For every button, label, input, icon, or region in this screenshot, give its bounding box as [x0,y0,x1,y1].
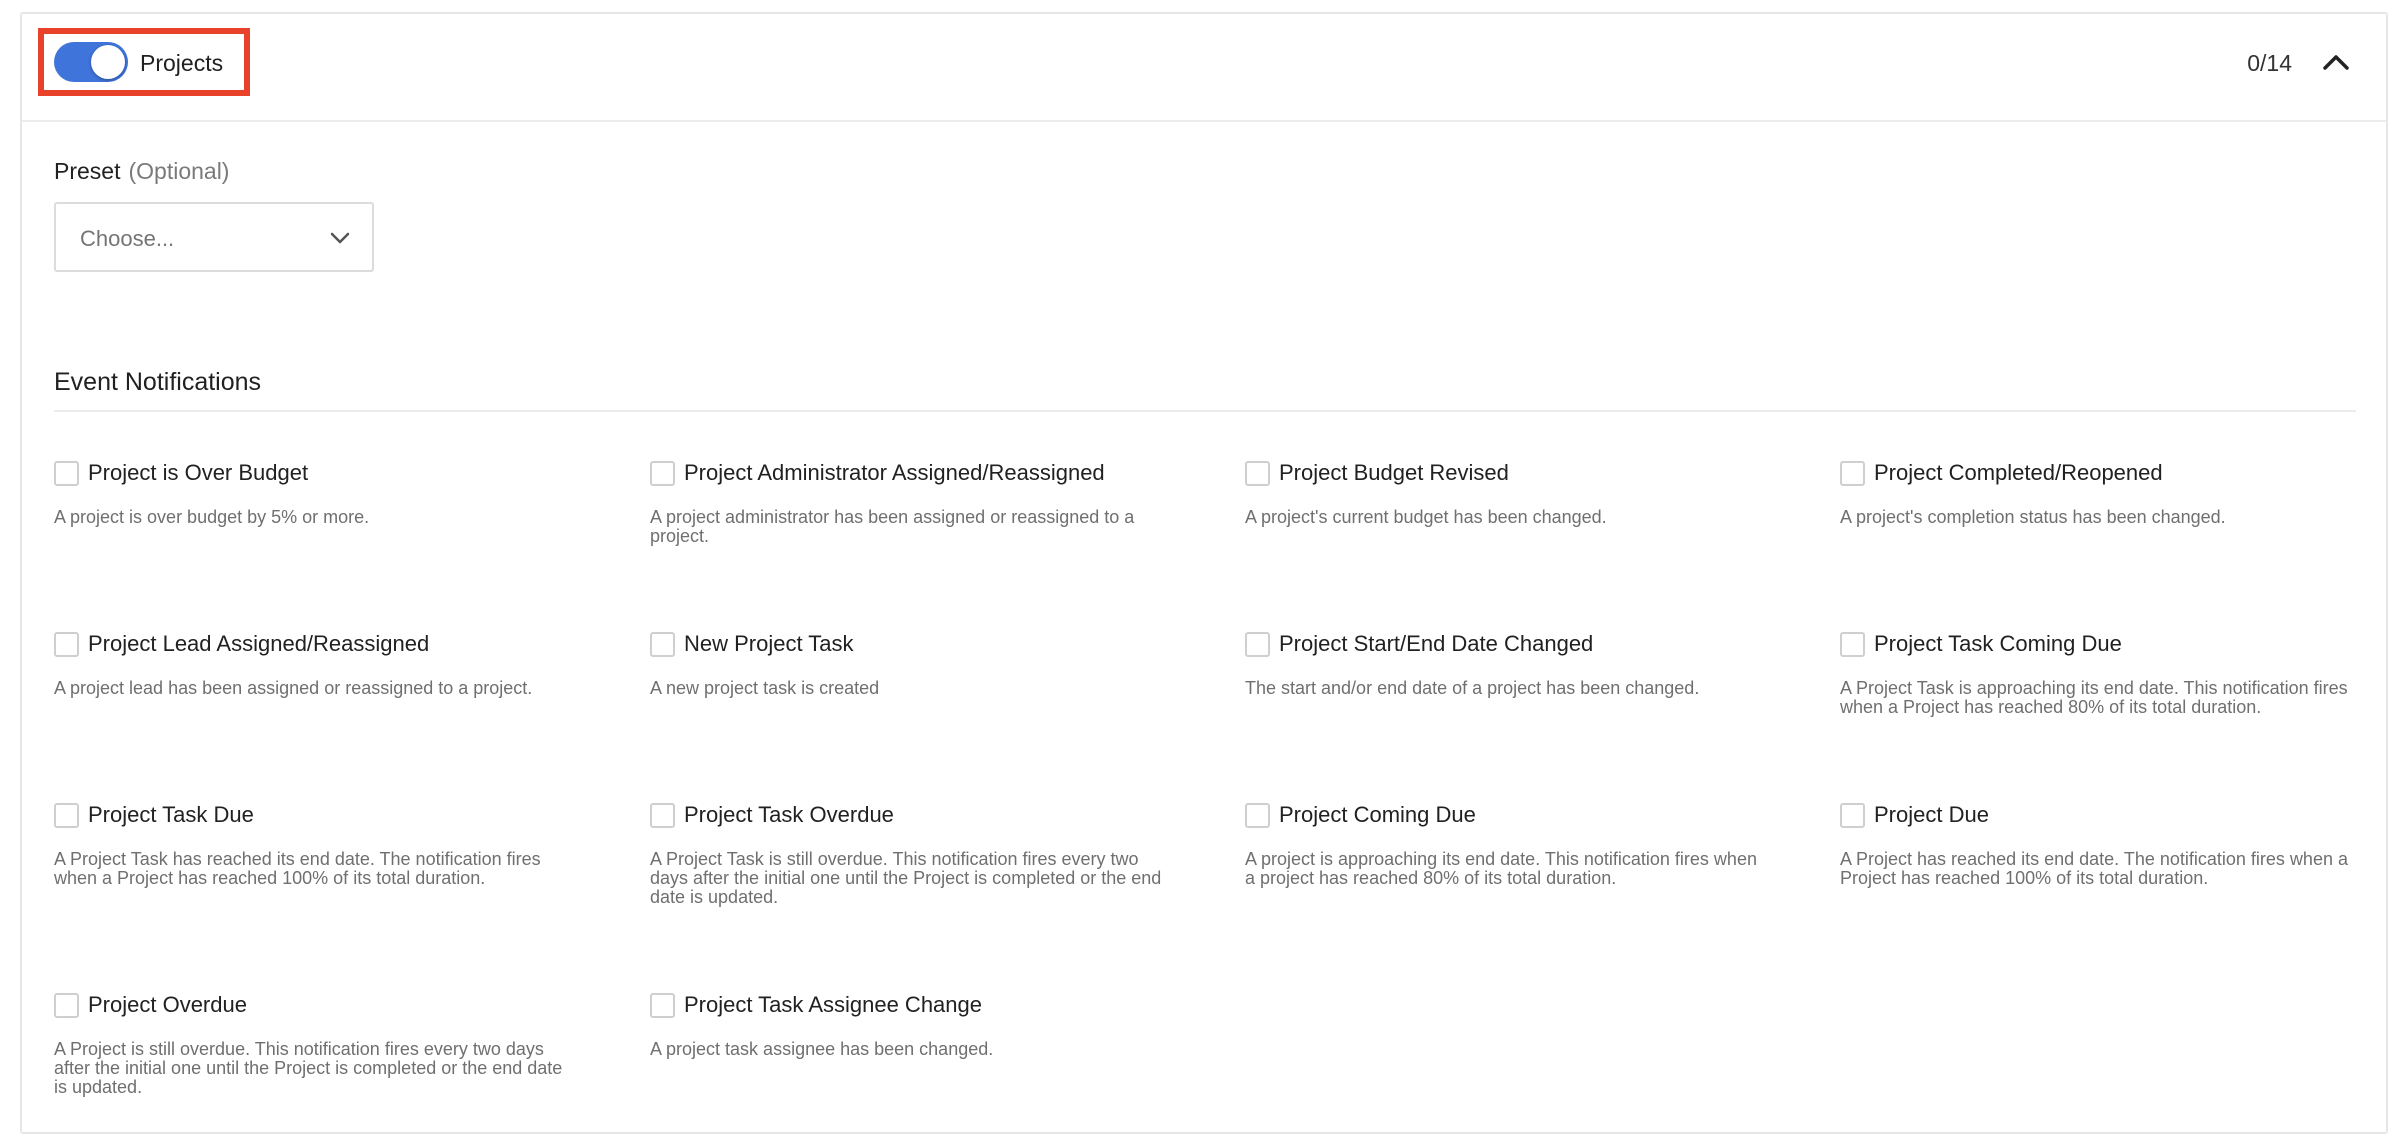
event-title[interactable]: Project Overdue [88,992,247,1017]
event-item [1245,460,1765,527]
event-description: A project lead has been assigned or reassigned to a project. [54,678,533,698]
event-checkbox[interactable] [1245,632,1270,657]
event-item [650,460,1170,546]
event-description: The start and/or end date of a project has been changed. [1245,678,1700,698]
event-item [54,631,574,698]
panel-header [22,14,2386,122]
event-checkbox[interactable] [650,632,675,657]
event-title[interactable]: Project Task Coming Due [1874,631,2122,656]
section-divider [54,410,2356,412]
event-title[interactable]: Project Completed/Reopened [1874,460,2163,485]
event-description: A Project Task is approaching its end date. This notification fires when a Project has reached 80% of its total duration. [1840,678,2348,717]
event-description: A project administrator has been assigned or reassigned to a project. [650,507,1135,546]
event-description: A Project Task is still overdue. This notification fires every two days after the initial one until the Project is completed or the end date is updated. [650,849,1162,907]
event-description: A Project Task has reached its end date. The notification fires when a Project has reached 100% of its total duration. [54,849,541,888]
event-title[interactable]: Project Task Overdue [684,802,894,827]
preset-label [54,158,229,185]
event-item [54,992,574,1097]
preset-dropdown[interactable] [54,202,374,272]
collapse-button[interactable] [2316,42,2356,82]
event-checkbox[interactable] [1840,632,1865,657]
projects-toggle[interactable] [54,42,128,82]
event-description: A project's completion status has been changed. [1840,507,2226,527]
event-description: A project is approaching its end date. This notification fires when a project has reached 80% of its total duration. [1245,849,1757,888]
event-item [1245,802,1765,888]
event-item [1840,631,2360,717]
event-title[interactable]: Project Budget Revised [1279,460,1509,485]
event-checkbox[interactable] [54,632,79,657]
section-title: Event Notifications [54,368,262,396]
event-description: A new project task is created [650,678,880,698]
event-title[interactable]: Project Task Due [88,802,254,827]
event-item [1245,631,1765,698]
panel-title: Projects [140,50,224,76]
projects-notification-panel [20,12,2388,1134]
event-title[interactable]: Project Lead Assigned/Reassigned [88,631,430,656]
event-checkbox[interactable] [1840,803,1865,828]
event-description: A project task assignee has been changed. [650,1039,994,1059]
event-title[interactable]: Project Due [1874,802,1989,827]
event-checkbox[interactable] [54,993,79,1018]
preset-optional-text: (Optional) [128,158,230,184]
event-item [650,802,1170,907]
event-item [650,992,1170,1059]
event-checkbox[interactable] [1245,461,1270,486]
chevron-down-icon [328,226,352,250]
event-title[interactable]: Project Task Assignee Change [684,992,982,1017]
toggle-knob [91,45,125,79]
event-description: A Project is still overdue. This notification fires every two days after the initial one until the Project is completed or the end date is updated. [54,1039,563,1097]
event-checkbox[interactable] [1245,803,1270,828]
event-title[interactable]: Project Coming Due [1279,802,1476,827]
event-item [54,802,574,888]
event-title[interactable]: New Project Task [684,631,854,656]
selection-counter: 0/14 [2247,50,2292,76]
chevron-up-icon [2322,53,2350,71]
event-description: A project is over budget by 5% or more. [54,507,370,527]
event-checkbox[interactable] [650,461,675,486]
event-item [1840,802,2360,888]
event-item [54,460,574,527]
preset-placeholder: Choose... [80,226,175,251]
event-checkbox[interactable] [650,803,675,828]
event-checkbox[interactable] [54,461,79,486]
event-title[interactable]: Project is Over Budget [88,460,309,485]
preset-label-text: Preset [54,158,121,184]
event-title[interactable]: Project Start/End Date Changed [1279,631,1594,656]
event-description: A project's current budget has been changed. [1245,507,1607,527]
event-item [1840,460,2360,527]
event-checkbox[interactable] [1840,461,1865,486]
event-checkbox[interactable] [54,803,79,828]
event-description: A Project has reached its end date. The notification fires when a Project has reached 100% of its total duration. [1840,849,2348,888]
event-item [650,631,1170,698]
event-checkbox[interactable] [650,993,675,1018]
event-title[interactable]: Project Administrator Assigned/Reassigned [684,460,1105,485]
